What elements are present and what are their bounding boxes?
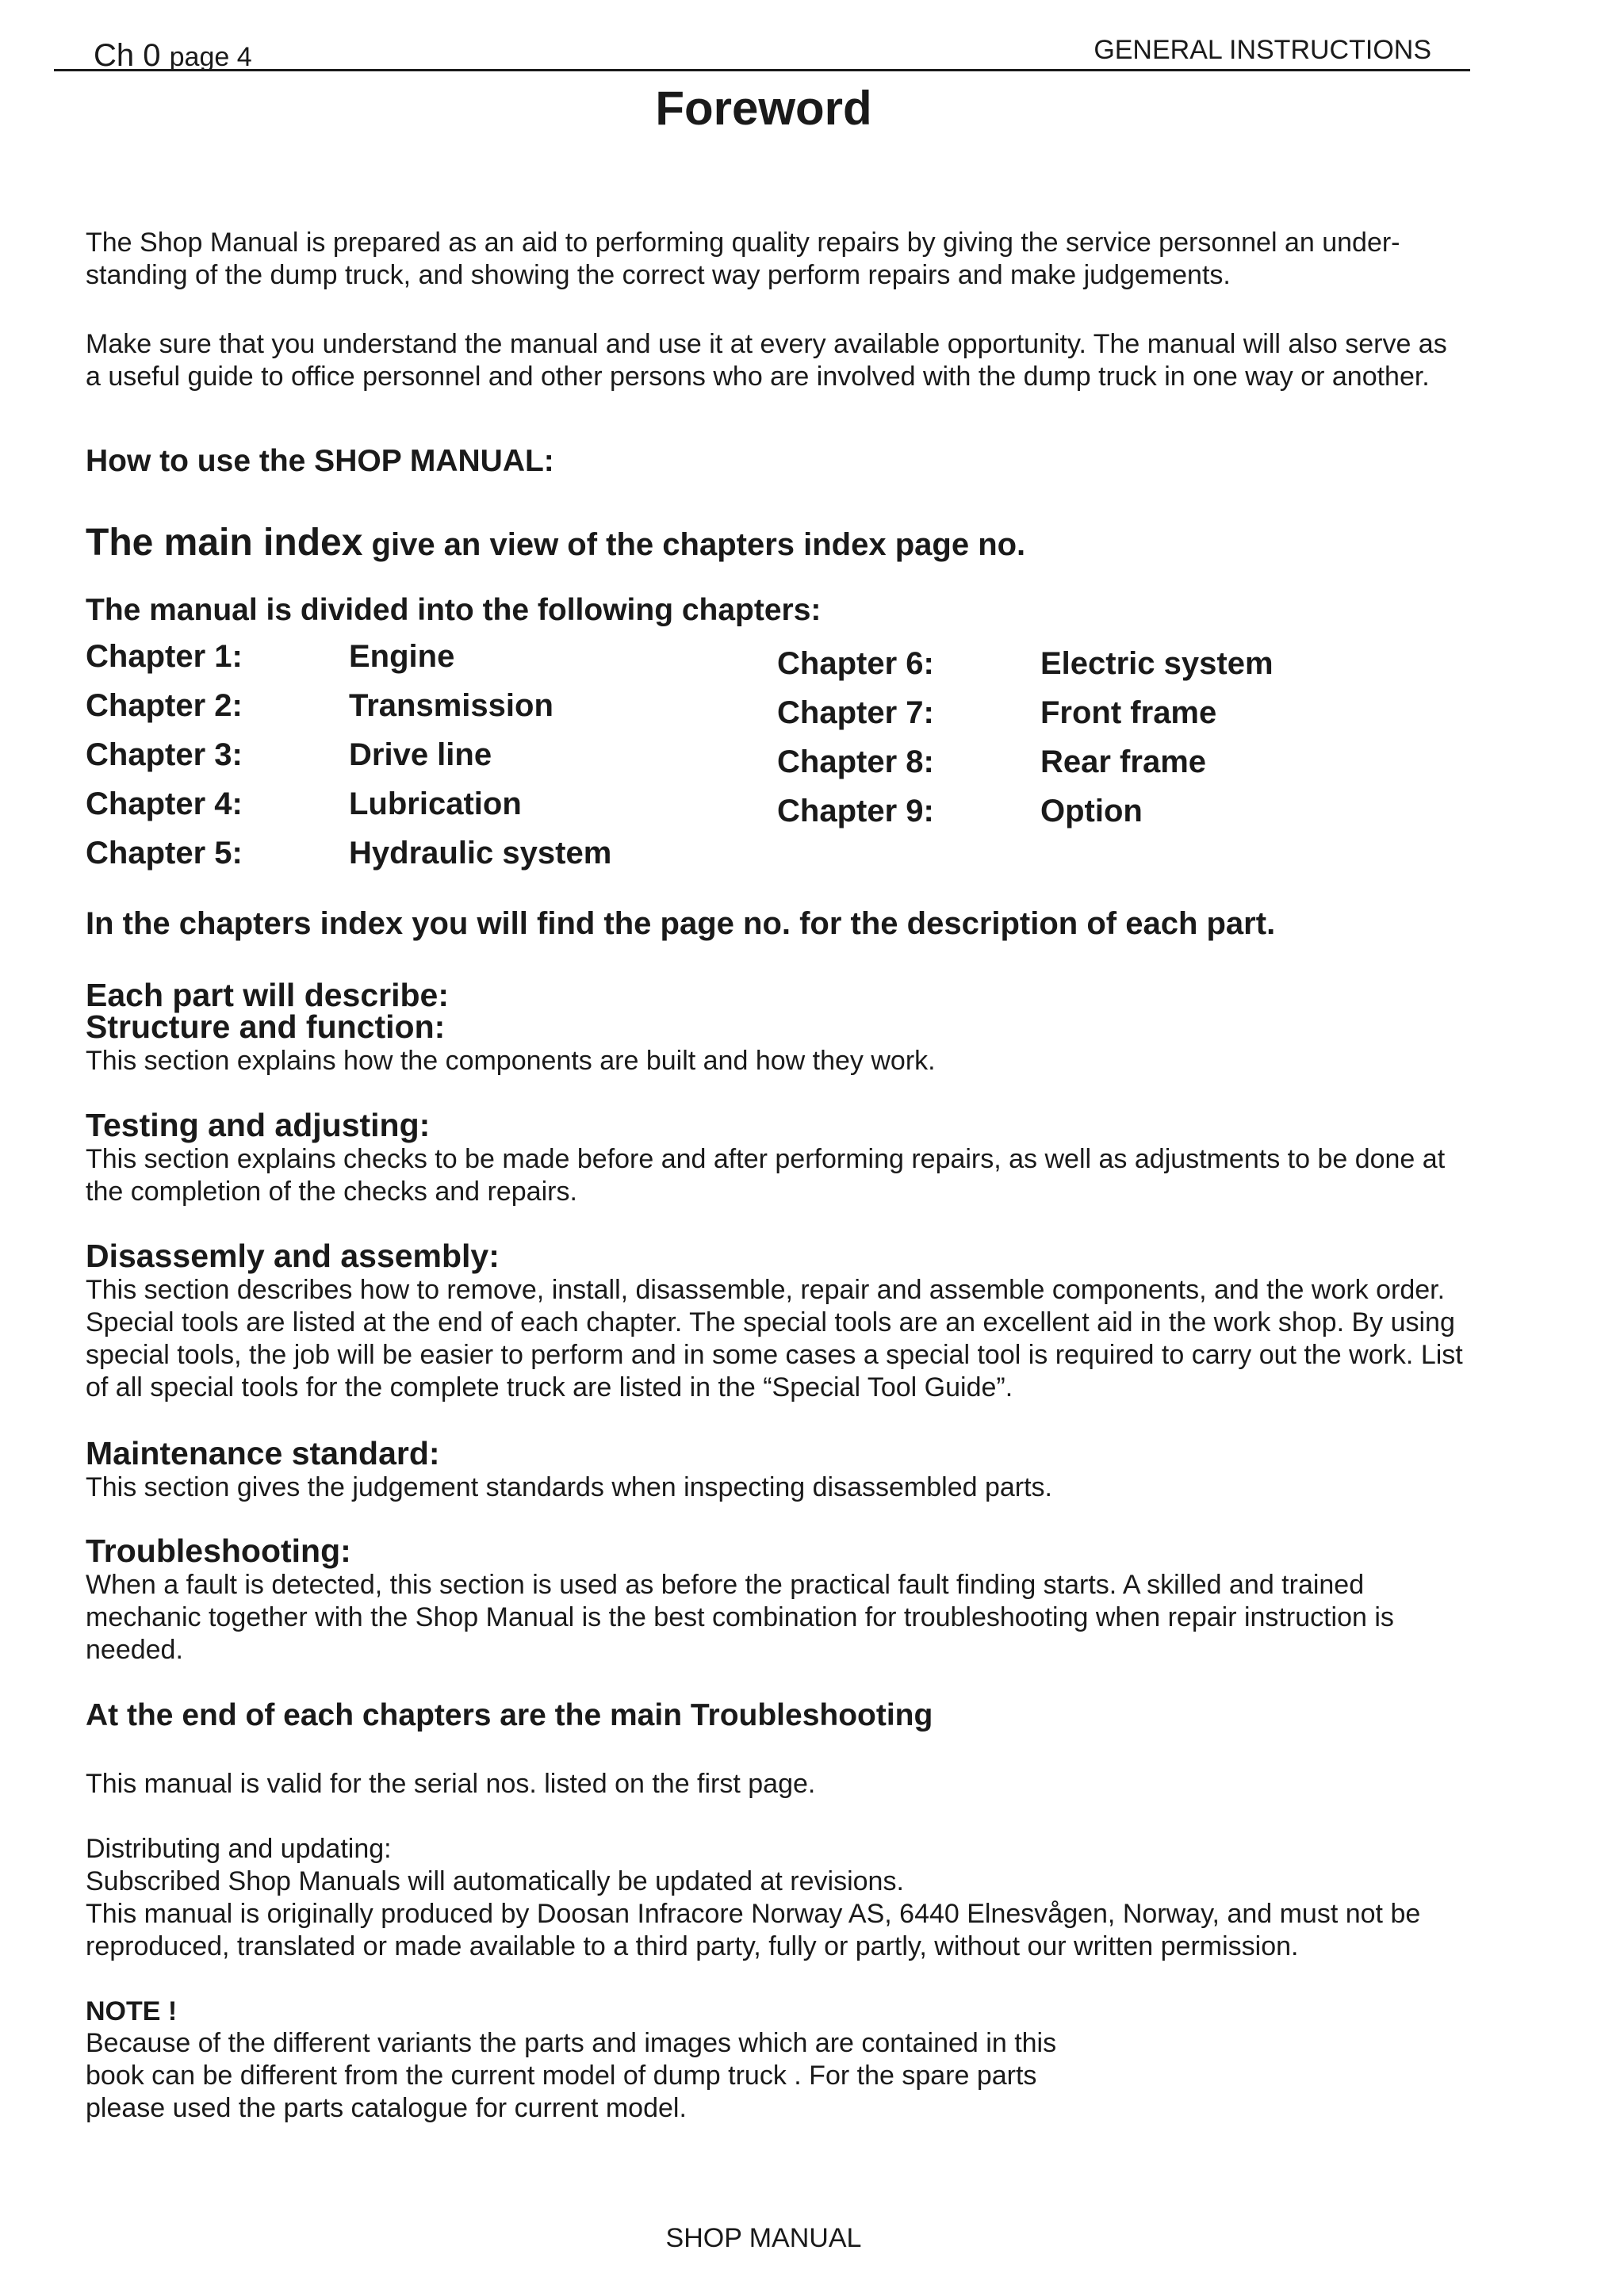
chapter-name: Hydraulic system — [349, 836, 612, 871]
page-title: Foreword — [655, 82, 872, 135]
chapter-name: Rear frame — [1040, 744, 1207, 779]
validity-line: This manual is valid for the serial nos. listed on the first page. — [86, 1769, 816, 1799]
page-footer: SHOP MANUAL — [665, 2223, 862, 2253]
chapters-heading: The manual is divided into the following chapters: — [86, 593, 822, 627]
section-body-disassembly: This section describes how to remove, install, disassemble, repair and assemble components, and the work order. Special tools are listed at the end of each chapter. The special tools are an excellent aid in the work shop. By using special tools, the job will be easier to perform and in some cases a special tool is required to carry out the work. List of all special tools for the complete truck are listed in the “Special Tool Guide”. — [86, 1275, 1463, 1402]
chapter-number: Chapter 9: — [777, 794, 934, 828]
intro-paragraph-2: Make sure that you understand the manual and use it at every available opportunity. The manual will also serve as a useful guide to office personnel and other persons who are involved with the dump truck in one way or another. — [86, 329, 1447, 392]
section-heading-maintenance: Maintenance standard: — [86, 1435, 440, 1471]
chapter-number: Chapter 5: — [86, 836, 243, 871]
section-heading-structure: Structure and function: — [86, 1008, 446, 1045]
header-rule — [54, 69, 1470, 71]
chapter-number: Chapter 7: — [777, 695, 934, 730]
note-body: Because of the different variants the parts and images which are contained in this book can be different from the current model of dump truck . For the spare parts please used the parts catalogue for current model. — [86, 2028, 1057, 2123]
each-part-heading: Each part will describe: — [86, 977, 449, 1013]
chapter-name: Lubrication — [349, 786, 522, 821]
chapter-number: Chapter 8: — [777, 744, 934, 779]
end-note-heading: At the end of each chapters are the main Troubleshooting — [86, 1698, 933, 1732]
chapter-name: Option — [1040, 794, 1143, 828]
chapter-number: Chapter 2: — [86, 688, 243, 723]
section-body-maintenance: This section gives the judgement standards when inspecting disassembled parts. — [86, 1472, 1053, 1502]
note-heading: NOTE ! — [86, 1996, 178, 2026]
main-index-lead: The main index — [86, 522, 363, 564]
chapter-number: Chapter 3: — [86, 737, 243, 772]
section-body-testing: This section explains checks to be made before and after performing repairs, as well as adjustments to be done at the completion of the checks and repairs. — [86, 1144, 1446, 1207]
how-to-use-heading: How to use the SHOP MANUAL: — [86, 444, 554, 478]
section-heading-testing: Testing and adjusting: — [86, 1107, 431, 1143]
section-header: GENERAL INSTRUCTIONS — [1094, 35, 1431, 65]
chapter-ref: Ch 0 — [94, 38, 161, 73]
chapter-name: Front frame — [1040, 695, 1217, 730]
chapter-number: Chapter 6: — [777, 646, 934, 681]
chapter-name: Transmission — [349, 688, 553, 723]
chapter-name: Drive line — [349, 737, 492, 772]
section-body-troubleshooting: When a fault is detected, this section is used as before the practical fault finding starts. A skilled and trained mechanic together with the Shop Manual is the best combination for troubleshooting when repair instruction is needed. — [86, 1570, 1394, 1665]
chapter-name: Engine — [349, 639, 455, 674]
intro-paragraph-1: The Shop Manual is prepared as an aid to performing quality repairs by giving the service personnel an under-standing of the dump truck, and showing the correct way perform repairs and make judgements. — [86, 228, 1400, 290]
section-heading-disassembly: Disassemly and assembly: — [86, 1238, 500, 1274]
distribution-paragraph: Distributing and updating: Subscribed Shop Manuals will automatically be updated at revisions. This manual is originally produced by Doosan Infracore Norway AS, 6440 Elnesvågen, Norway, and must not be reproduced, translated or made available to a third party, fully or partly, without our written permission. — [86, 1834, 1421, 1961]
section-heading-troubleshooting: Troubleshooting: — [86, 1533, 351, 1569]
chapter-number: Chapter 4: — [86, 786, 243, 821]
chapters-index-note: In the chapters index you will find the page no. for the description of each part. — [86, 906, 1276, 941]
chapter-number: Chapter 1: — [86, 639, 243, 674]
main-index-rest: give an view of the chapters index page no. — [362, 527, 1026, 562]
chapter-name: Electric system — [1040, 646, 1274, 681]
page-number: page 4 — [169, 42, 252, 72]
main-index-line — [86, 519, 1025, 568]
section-body-structure: This section explains how the components are built and how they work. — [86, 1046, 936, 1076]
